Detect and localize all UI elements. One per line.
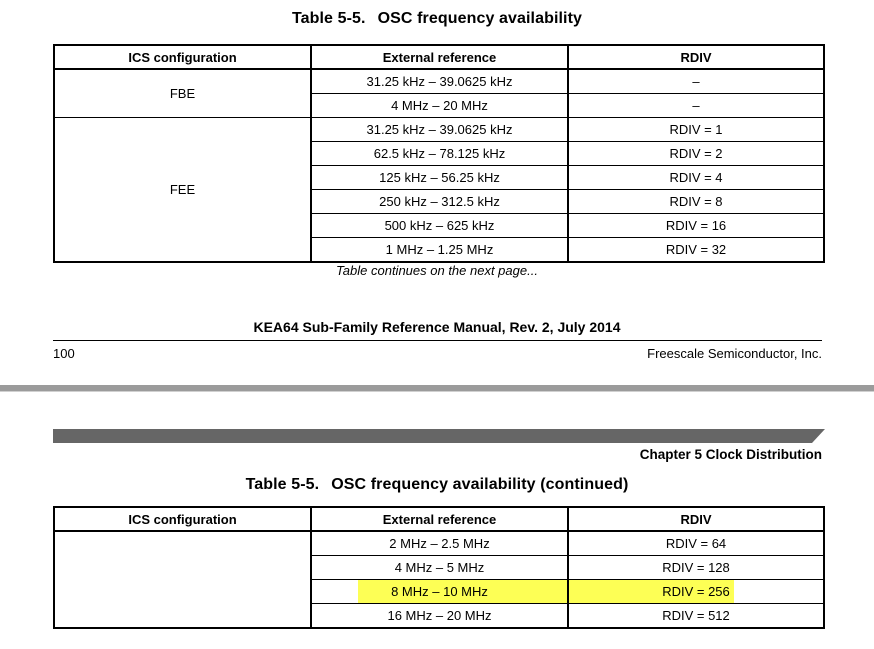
osc-frequency-table-page1 bbox=[53, 44, 825, 263]
cell-rdiv: – bbox=[568, 69, 824, 94]
table-title-text: OSC frequency availability (continued) bbox=[331, 476, 629, 493]
col-header-ics-configuration: ICS configuration bbox=[54, 45, 311, 69]
page-separator-bar bbox=[0, 385, 874, 392]
cell-rdiv: – bbox=[568, 94, 824, 118]
cell-rdiv-highlighted: RDIV = 256 bbox=[568, 580, 824, 604]
col-header-external-reference: External reference bbox=[311, 507, 568, 531]
cell-rdiv: RDIV = 512 bbox=[568, 604, 824, 629]
table-row bbox=[54, 118, 824, 142]
table-row bbox=[54, 531, 824, 556]
table-number-label: Table 5-5. bbox=[291, 10, 366, 27]
col-header-rdiv: RDIV bbox=[568, 507, 824, 531]
cell-rdiv: RDIV = 128 bbox=[568, 556, 824, 580]
cell-config-empty bbox=[54, 531, 311, 628]
page-number: 100 bbox=[53, 346, 75, 361]
cell-external-ref: 4 MHz – 20 MHz bbox=[311, 94, 568, 118]
col-header-ics-configuration: ICS configuration bbox=[54, 507, 311, 531]
table-title-page1 bbox=[0, 10, 874, 28]
cell-external-ref: 2 MHz – 2.5 MHz bbox=[311, 531, 568, 556]
col-header-external-reference: External reference bbox=[311, 45, 568, 69]
cell-config-fee: FEE bbox=[54, 118, 311, 263]
cell-external-ref: 31.25 kHz – 39.0625 kHz bbox=[311, 69, 568, 94]
col-header-rdiv: RDIV bbox=[568, 45, 824, 69]
footer-rule bbox=[53, 340, 822, 341]
cell-external-ref: 16 MHz – 20 MHz bbox=[311, 604, 568, 629]
table-title-text: OSC frequency availability bbox=[377, 10, 583, 27]
osc-frequency-table-page2 bbox=[53, 506, 825, 629]
cell-rdiv: RDIV = 2 bbox=[568, 142, 824, 166]
manual-reference-line: KEA64 Sub-Family Reference Manual, Rev. 2, July 2014 bbox=[253, 319, 621, 335]
cell-rdiv: RDIV = 8 bbox=[568, 190, 824, 214]
cell-rdiv: RDIV = 1 bbox=[568, 118, 824, 142]
table-header-row bbox=[54, 45, 824, 69]
cell-external-ref: 250 kHz – 312.5 kHz bbox=[311, 190, 568, 214]
cell-external-ref: 31.25 kHz – 39.0625 kHz bbox=[311, 118, 568, 142]
cell-external-ref: 125 kHz – 56.25 kHz bbox=[311, 166, 568, 190]
chapter-banner-bar bbox=[53, 429, 825, 443]
cell-external-ref: 1 MHz – 1.25 MHz bbox=[311, 238, 568, 263]
table-continuation-note: Table continues on the next page... bbox=[336, 263, 538, 278]
cell-rdiv: RDIV = 16 bbox=[568, 214, 824, 238]
cell-external-ref: 4 MHz – 5 MHz bbox=[311, 556, 568, 580]
table-row bbox=[54, 69, 824, 94]
cell-external-ref: 500 kHz – 625 kHz bbox=[311, 214, 568, 238]
cell-config-fbe: FBE bbox=[54, 69, 311, 118]
cell-external-ref-highlighted: 8 MHz – 10 MHz bbox=[311, 580, 568, 604]
publisher-name: Freescale Semiconductor, Inc. bbox=[647, 346, 822, 361]
cell-rdiv: RDIV = 32 bbox=[568, 238, 824, 263]
table-header-row bbox=[54, 507, 824, 531]
table-title-page2 bbox=[0, 476, 874, 494]
cell-external-ref: 62.5 kHz – 78.125 kHz bbox=[311, 142, 568, 166]
cell-rdiv: RDIV = 4 bbox=[568, 166, 824, 190]
page-footer bbox=[53, 346, 822, 361]
cell-rdiv: RDIV = 64 bbox=[568, 531, 824, 556]
table-number-label: Table 5-5. bbox=[245, 476, 320, 493]
chapter-header: Chapter 5 Clock Distribution bbox=[639, 447, 822, 462]
